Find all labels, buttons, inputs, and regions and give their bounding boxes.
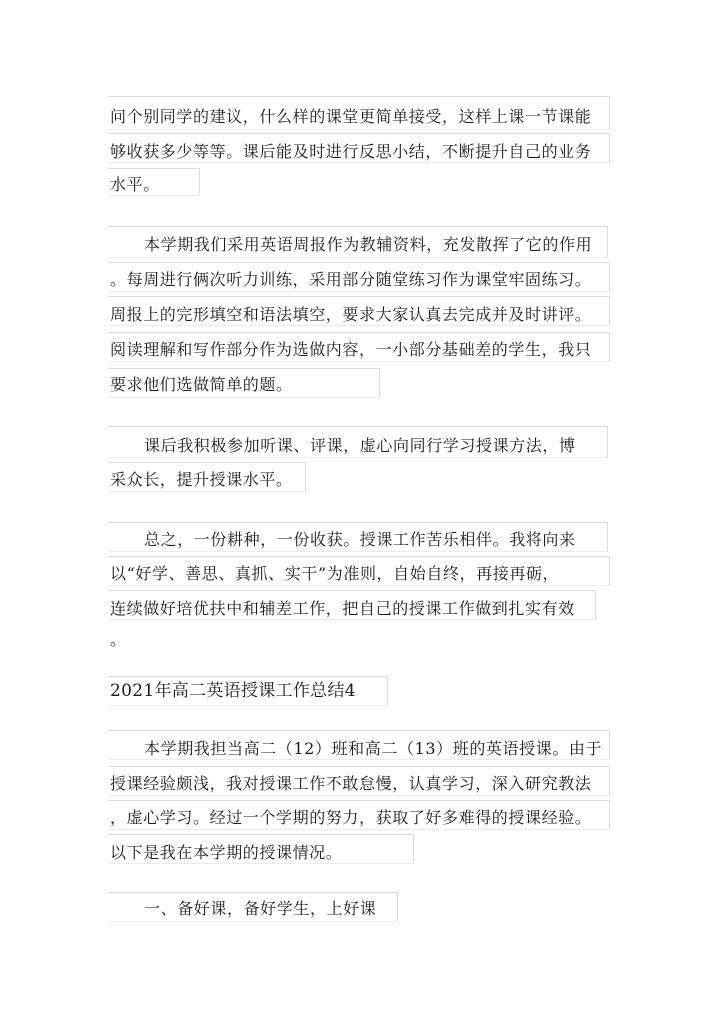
section-heading: 2021年高二英语授课工作总结4	[110, 681, 356, 701]
text-line: 周报上的完形填空和语法填空，要求大家认真去完成并及时讲评。	[110, 305, 592, 324]
text-line: 水平。	[110, 175, 160, 194]
text-line: 本学期我们采用英语周报作为教辅资料，充发散挥了它的作用	[144, 235, 593, 254]
text-line: ，虚心学习。经过一个学期的努力，获取了好多难得的授课经验。	[110, 808, 592, 827]
text-line: 授课经验颇浅，我对授课工作不敢怠慢，认真学习，深入研究教法	[110, 774, 592, 793]
text-line: 以下是我在本学期的授课情况。	[110, 843, 343, 862]
text-line: 阅读理解和写作部分作为选做内容，一小部分基础差的学生，我只	[110, 340, 592, 359]
text-line: 够收获多少等等。课后能及时进行反思小结，不断提升自己的业务	[110, 142, 592, 161]
text-line: 。	[110, 630, 127, 649]
text-line: 以“好学、善思、真抓、实干”为准则，自始自终，再接再砺，	[110, 564, 560, 583]
text-line: 本学期我担当高二（12）班和高二（13）班的英语授课。由于	[144, 739, 603, 758]
text-line: 要求他们选做简单的题。	[110, 375, 293, 394]
subheading-line: 一、备好课，备好学生，上好课	[144, 899, 377, 918]
text-line: 连续做好培优扶中和辅差工作，把自己的授课工作做到扎实有效	[110, 599, 575, 618]
text-line: 课后我积极参加听课、评课，虚心向同行学习授课方法，博	[144, 436, 576, 455]
text-line: 问个别同学的建议，什么样的课堂更简单接受，这样上课一节课能	[110, 107, 592, 126]
text-line: 。每周进行俩次听力训练，采用部分随堂练习作为课堂牢固练习。	[110, 270, 592, 289]
text-line: 采众长，提升授课水平。	[110, 470, 293, 489]
text-line: 总之，一份耕种，一份收获。授课工作苦乐相伴。我将向来	[144, 530, 576, 549]
